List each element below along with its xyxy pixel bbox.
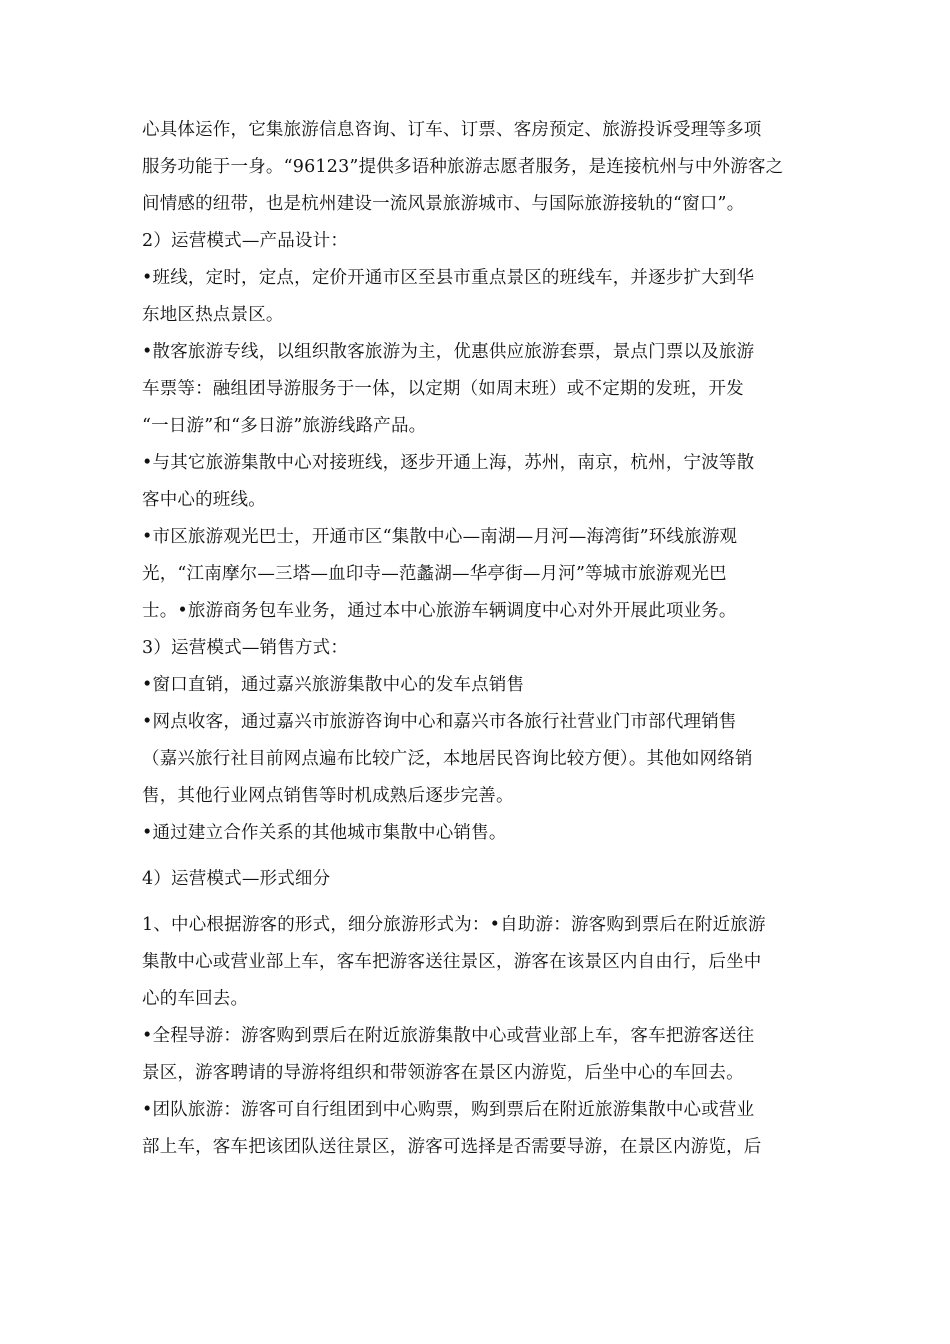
text-line: （嘉兴旅行社目前网点遍布比较广泛，本地居民咨询比较方便）。其他如网络销: [142, 749, 753, 769]
text-line: 客中心的班线。: [142, 490, 266, 510]
text-line: 部上车，客车把该团队送往景区，游客可选择是否需要导游，在景区内游览，后: [142, 1137, 762, 1157]
bullet-line: •散客旅游专线，以组织散客旅游为主，优惠供应旅游套票，景点门票以及旅游: [142, 342, 755, 362]
text-line: 心具体运作，它集旅游信息咨询、订车、订票、客房预定、旅游投诉受理等多项: [142, 120, 762, 140]
text-line: 士。•旅游商务包车业务，通过本中心旅游车辆调度中心对外开展此项业务。: [142, 601, 737, 621]
document-body: [142, 112, 822, 1166]
text-line: 车票等：融组团导游服务于一体，以定期（如周末班）或不定期的发班，开发: [142, 379, 744, 399]
section-heading-operation-form: 4）运营模式—形式细分: [142, 869, 331, 889]
spacer: [142, 852, 822, 861]
bullet-line: •与其它旅游集散中心对接班线，逐步开通上海，苏州，南京，杭州，宁波等散: [142, 453, 755, 473]
bullet-line: •市区旅游观光巴士，开通市区“集散中心—南湖—月河—海湾街”环线旅游观: [142, 527, 738, 547]
numbered-line: 1、中心根据游客的形式，细分旅游形式为：•自助游：游客购到票后在附近旅游: [142, 915, 766, 935]
section-heading-operation-product: 2）运营模式—产品设计：: [142, 231, 349, 251]
bullet-line: •班线，定时，定点，定价开通市区至县市重点景区的班线车，并逐步扩大到华: [142, 268, 755, 288]
bullet-line: •网点收客，通过嘉兴市旅游咨询中心和嘉兴市各旅行社营业门市部代理销售: [142, 712, 737, 732]
bullet-line: •窗口直销，通过嘉兴旅游集散中心的发车点销售: [142, 675, 525, 695]
text-line: 间情感的纽带，也是杭州建设一流风景旅游城市、与国际旅游接轨的“窗口”。: [142, 194, 745, 214]
text-line: 集散中心或营业部上车，客车把游客送往景区，游客在该景区内自由行，后坐中: [142, 952, 762, 972]
text-line: “一日游”和“多日游”旅游线路产品。: [142, 416, 427, 436]
bullet-line: •团队旅游：游客可自行组团到中心购票，购到票后在附近旅游集散中心或营业: [142, 1100, 755, 1120]
text-line: 心的车回去。: [142, 989, 249, 1009]
text-line: 服务功能于一身。“96123”提供多语种旅游志愿者服务，是连接杭州与中外游客之: [142, 157, 784, 177]
bullet-line: •通过建立合作关系的其他城市集散中心销售。: [142, 823, 507, 843]
text-line: 售，其他行业网点销售等时机成熟后逐步完善。: [142, 786, 514, 806]
text-line: 景区，游客聘请的导游将组织和带领游客在景区内游览，后坐中心的车回去。: [142, 1063, 744, 1083]
spacer: [142, 898, 822, 907]
bullet-line: •全程导游：游客购到票后在附近旅游集散中心或营业部上车，客车把游客送往: [142, 1026, 755, 1046]
section-heading-operation-sales: 3）运营模式—销售方式：: [142, 638, 349, 658]
text-line: 东地区热点景区。: [142, 305, 284, 325]
text-line: 光，“江南摩尔—三塔—血印寺—范蠡湖—华亭街—月河”等城市旅游观光巴: [142, 564, 727, 584]
